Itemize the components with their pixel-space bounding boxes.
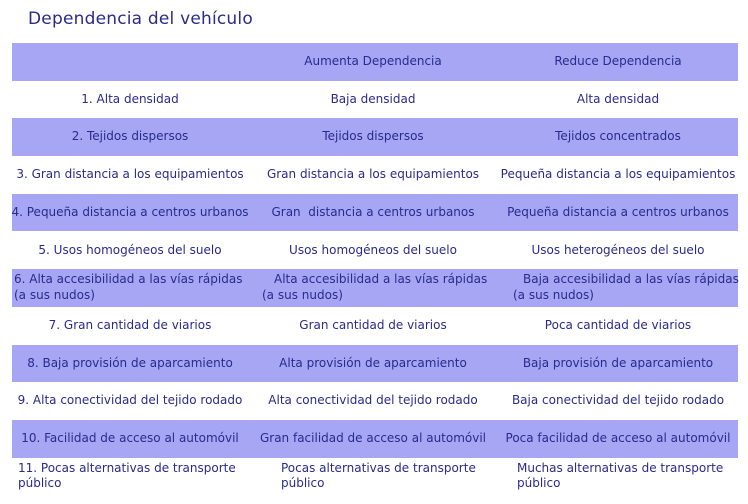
aumenta-cell: Gran distancia a centros urbanos [271, 204, 475, 219]
table-row [12, 81, 738, 119]
factor-cell [12, 269, 250, 307]
table-row [12, 345, 738, 383]
factor-cell: 1. Alta densidad [81, 91, 179, 106]
factor-cell [12, 458, 254, 496]
factor-line-1: 11. Pocas alternativas de transporte [18, 460, 236, 475]
aumenta-cell: Gran cantidad de viarios [299, 317, 447, 332]
table-row [12, 231, 738, 269]
page-title: Dependencia del vehículo [28, 9, 253, 29]
header-aumenta: Aumenta Dependencia [304, 54, 442, 69]
factor-cell: 3. Gran distancia a los equipamientos [16, 167, 244, 182]
aumenta-cell: Usos homogéneos del suelo [289, 242, 457, 257]
reduce-line-1: Baja accesibilidad a las vías rápidas [523, 272, 739, 287]
reduce-line-2: público [517, 476, 561, 491]
reduce-cell: Usos heterogéneos del suelo [531, 242, 705, 257]
table-row [12, 420, 738, 458]
header-factor [12, 43, 248, 81]
factor-cell: 9. Alta conectividad del tejido rodado [17, 393, 243, 408]
table-row [12, 382, 738, 420]
table-row [12, 458, 738, 496]
reduce-cell: Alta densidad [576, 91, 660, 106]
aumenta-line-2: (a sus nudos) [262, 287, 343, 302]
reduce-cell: Poca cantidad de viarios [544, 317, 692, 332]
factor-cell: 10. Facilidad de acceso al automóvil [21, 430, 239, 445]
aumenta-cell: Gran facilidad de acceso al automóvil [259, 430, 487, 445]
aumenta-line-1: Alta accesibilidad a las vías rápidas [274, 272, 488, 287]
table-row [12, 156, 738, 194]
reduce-cell: Baja conectividad del tejido rodado [511, 393, 725, 408]
dependency-table [12, 43, 738, 495]
aumenta-cell: Gran distancia a los equipamientos [266, 167, 480, 182]
factor-cell: 4. Pequeña distancia a centros urbanos [11, 204, 249, 219]
aumenta-cell: Alta provisión de aparcamiento [279, 355, 467, 370]
table-row [12, 269, 738, 307]
factor-cell: 7. Gran cantidad de viarios [48, 317, 212, 332]
reduce-cell: Pequeña distancia a los equipamientos [500, 167, 736, 182]
factor-line-2: (a sus nudos) [14, 287, 95, 302]
factor-line-2: público [18, 476, 62, 491]
table-row [12, 118, 738, 156]
reduce-cell: Tejidos concentrados [555, 129, 681, 144]
factor-line-1: 6. Alta accesibilidad a las vías rápidas [14, 272, 243, 287]
aumenta-cell: Alta conectividad del tejido rodado [268, 393, 478, 408]
reduce-cell [498, 269, 748, 307]
aumenta-cell [248, 458, 531, 496]
factor-cell: 2. Tejidos dispersos [71, 129, 189, 144]
aumenta-cell [248, 269, 512, 307]
reduce-cell: Poca facilidad de acceso al automóvil [505, 430, 731, 445]
table-header-row [12, 43, 738, 81]
reduce-cell: Pequeña distancia a centros urbanos [507, 204, 729, 219]
reduce-line-1: Muchas alternativas de transporte [517, 460, 724, 475]
table-row [12, 307, 738, 345]
aumenta-line-2: público [281, 476, 325, 491]
aumenta-cell: Tejidos dispersos [322, 129, 424, 144]
reduce-cell [498, 458, 748, 496]
header-reduce: Reduce Dependencia [554, 54, 682, 69]
reduce-line-2: (a sus nudos) [513, 287, 594, 302]
aumenta-cell: Baja densidad [330, 91, 416, 106]
table-row [12, 194, 738, 232]
factor-cell: 8. Baja provisión de aparcamiento [27, 355, 233, 370]
factor-cell: 5. Usos homogéneos del suelo [38, 242, 222, 257]
aumenta-line-1: Pocas alternativas de transporte [281, 460, 476, 475]
reduce-cell: Baja provisión de aparcamiento [522, 355, 714, 370]
